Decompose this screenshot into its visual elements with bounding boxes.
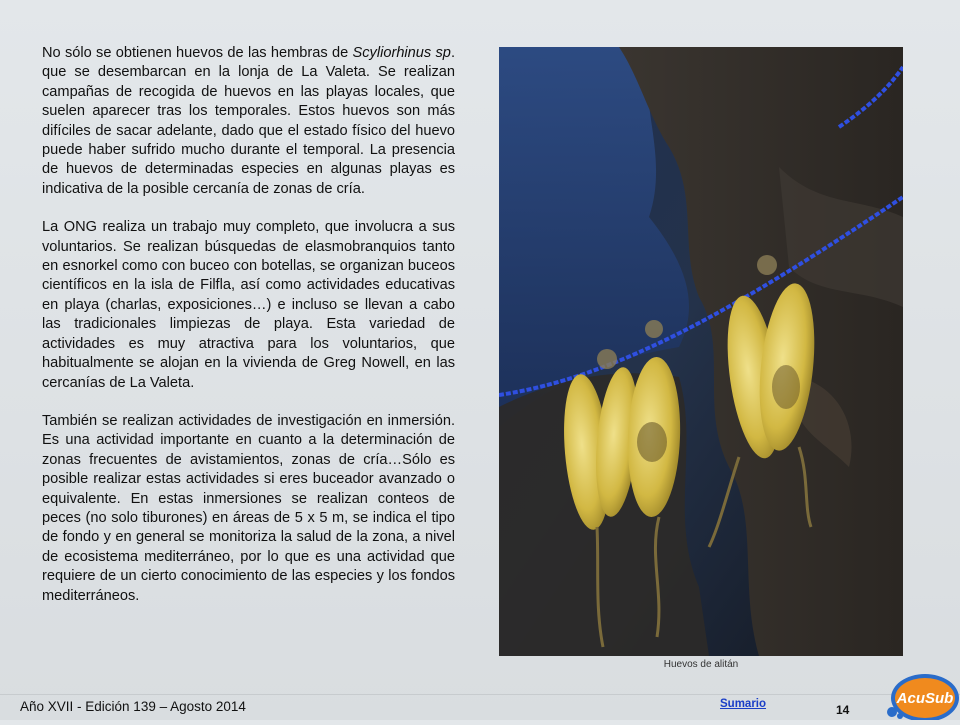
page-number: 14 — [836, 703, 850, 717]
shark-eggs-photo — [499, 47, 903, 656]
paragraph-1-start: No sólo se obtienen huevos de las hembras de — [42, 45, 353, 61]
paragraph-2: La ONG realiza un trabajo muy completo, que involucra a sus voluntarios. Se realizan búsquedas de elasmobranquios tanto en esnorkel como con buceo con botellas, se organizan buceos científicos en la isla de Filfla, así como actividades educativas en playa (charlas, exposiciones…) e incluso se llevan a cabo las tradicionales limpiezas de playa. Esta variedad de actividades es muy atractiva para los voluntarios, que habitualmente se alojan en la vivienda de Greg Nowell, en las cercanías de La Valeta. — [42, 219, 455, 391]
summary-link[interactable]: Sumario — [720, 698, 767, 710]
paragraph-1 — [42, 44, 455, 199]
photo-caption: Huevos de alitán — [663, 659, 739, 670]
photo-illustration — [499, 47, 903, 656]
species-name: Scyliorhinus sp — [352, 45, 451, 61]
article-body — [42, 44, 455, 625]
footer-divider — [0, 694, 960, 695]
logo-text: AcuSub — [896, 690, 954, 707]
paragraph-3: También se realizan actividades de investigación en inmersión. Es una actividad importante en cuanto a la determinación de zonas frecuentes de avistamientos, zonas de cría…Sólo es posible realizar estas actividades si eres buceador avanzado o equivalente. En estas inmersiones se realizan conteos de peces (no solo tiburones) en áreas de 5 x 5 m, se indica el tipo de fondo y en general se monitoriza la salud de la zona, a nivel de ecosistema mediterráneo, por lo que es una actividad que requiere de un cierto conocimiento de las especies y los fondos mediterráneos. — [42, 412, 455, 604]
edition-label: Año XVII - Edición 139 – Agosto 2014 — [20, 699, 246, 714]
logo-graphic — [880, 664, 960, 720]
acusub-logo — [880, 664, 960, 720]
paragraph-1-end: . que se desembarcan en la lonja de La Valeta. Se realizan campañas de recogida de huevos en las playas locales, que suelen aparecer tras los temporales. Estos huevos son más difíciles de sacar adelante, dado que el estado físico del huevo puede haber sufrido mucho durante el temporal. La presencia de huevos de determinadas especies en algunas playas es indicativa de la posible cercanía de zonas de cría. — [42, 45, 455, 197]
